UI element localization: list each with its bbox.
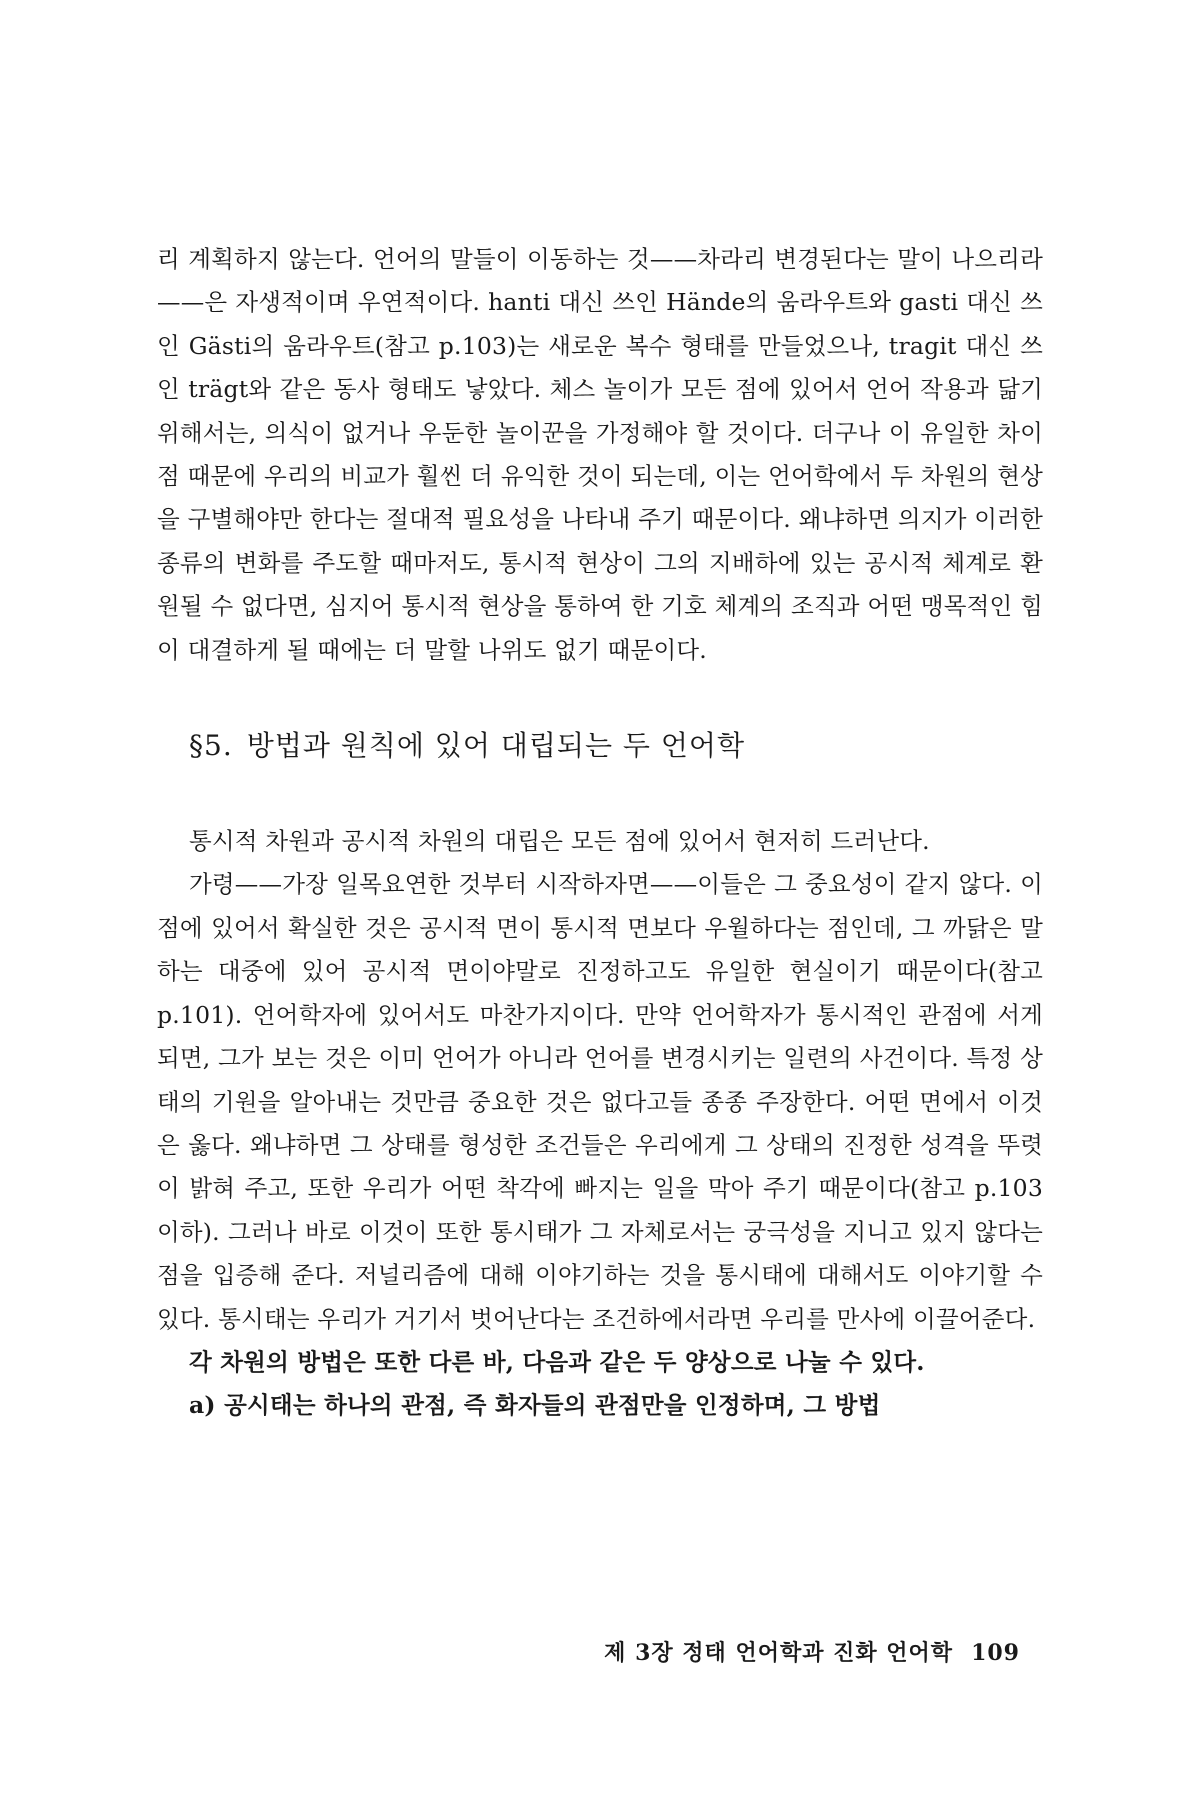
paragraph-continued: 리 계획하지 않는다. 언어의 말들이 이동하는 것——차라리 변경된다는 말이 나으리라——은 자생적이며 우연적이다. hanti 대신 쓰인 Hände의 움라우트와 gasti 대신 쓰인 Gästi의 움라우트(참고 p.103)는 새로운 복수 형태를 만들었으나, tragit 대신 쓰인 trägt와 같은 동사 형태도 낳았다. 체스 놀이가 모든 점에 있어서 언어 작용과 닮기 위해서는, 의식이 없거나 우둔한 놀이꾼을 가정해야 할 것이다. 더구나 이 유일한 차이점 때문에 우리의 비교가 훨씬 더 유익한 것이 되는데, 이는 언어학에서 두 차원의 현상을 구별해야만 한다는 절대적 필요성을 나타내 주기 때문이다. 왜냐하면 의지가 이러한 종류의 변화를 주도할 때마저도, 통시적 현상이 그의 지배하에 있는 공시적 체계로 환원될 수 없다면, 심지어 통시적 현상을 통하여 한 기호 체계의 조직과 어떤 맹목적인 힘이 대결하게 될 때에는 더 말할 나위도 없기 때문이다.: [157, 245, 1044, 664]
section-body: [157, 820, 1043, 1428]
running-head: 제 3장 정태 언어학과 진화 언어학: [604, 1640, 954, 1666]
page-footer: [540, 1636, 1020, 1667]
section-title: 방법과 원칙에 있어 대립되는 두 언어학: [246, 729, 745, 763]
paragraph-opposition: 통시적 차원과 공시적 차원의 대립은 모든 점에 있어서 현저히 드러난다.: [189, 827, 930, 856]
paragraph-methods: 각 차원의 방법은 또한 다른 바, 다음과 같은 두 양상으로 나눌 수 있다.: [189, 1347, 925, 1376]
page-number: 109: [971, 1640, 1020, 1666]
paragraph-item-a: a) 공시태는 하나의 관점, 즉 화자들의 관점만을 인정하며, 그 방법: [189, 1391, 881, 1420]
section-number: §5.: [189, 729, 233, 763]
page-body: [157, 238, 1043, 1428]
paragraph-importance: 가령——가장 일목요연한 것부터 시작하자면——이들은 그 중요성이 같지 않다. 이 점에 있어서 확실한 것은 공시적 면이 통시적 면보다 우월하다는 점인데, 그 까닭은 말하는 대중에 있어 공시적 면이야말로 진정하고도 유일한 현실이기 때문이다(참고 p.101). 언어학자에 있어서도 마찬가지이다. 만약 언어학자가 통시적인 관점에 서게 되면, 그가 보는 것은 이미 언어가 아니라 언어를 변경시키는 일련의 사건이다. 특정 상태의 기원을 알아내는 것만큼 중요한 것은 없다고들 종종 주장한다. 어떤 면에서 이것은 옳다. 왜냐하면 그 상태를 형성한 조건들은 우리에게 그 상태의 진정한 성격을 뚜렷이 밝혀 주고, 또한 우리가 어떤 착각에 빠지는 일을 막아 주기 때문이다(참고 p.103 이하). 그러나 바로 이것이 또한 통시태가 그 자체로서는 궁극성을 지니고 있지 않다는 점을 입증해 준다. 저널리즘에 대해 이야기하는 것을 통시태에 대해서도 이야기할 수 있다. 통시태는 우리가 거기서 벗어난다는 조건하에서라면 우리를 만사에 이끌어준다.: [157, 870, 1044, 1333]
section-heading: [189, 726, 1043, 766]
